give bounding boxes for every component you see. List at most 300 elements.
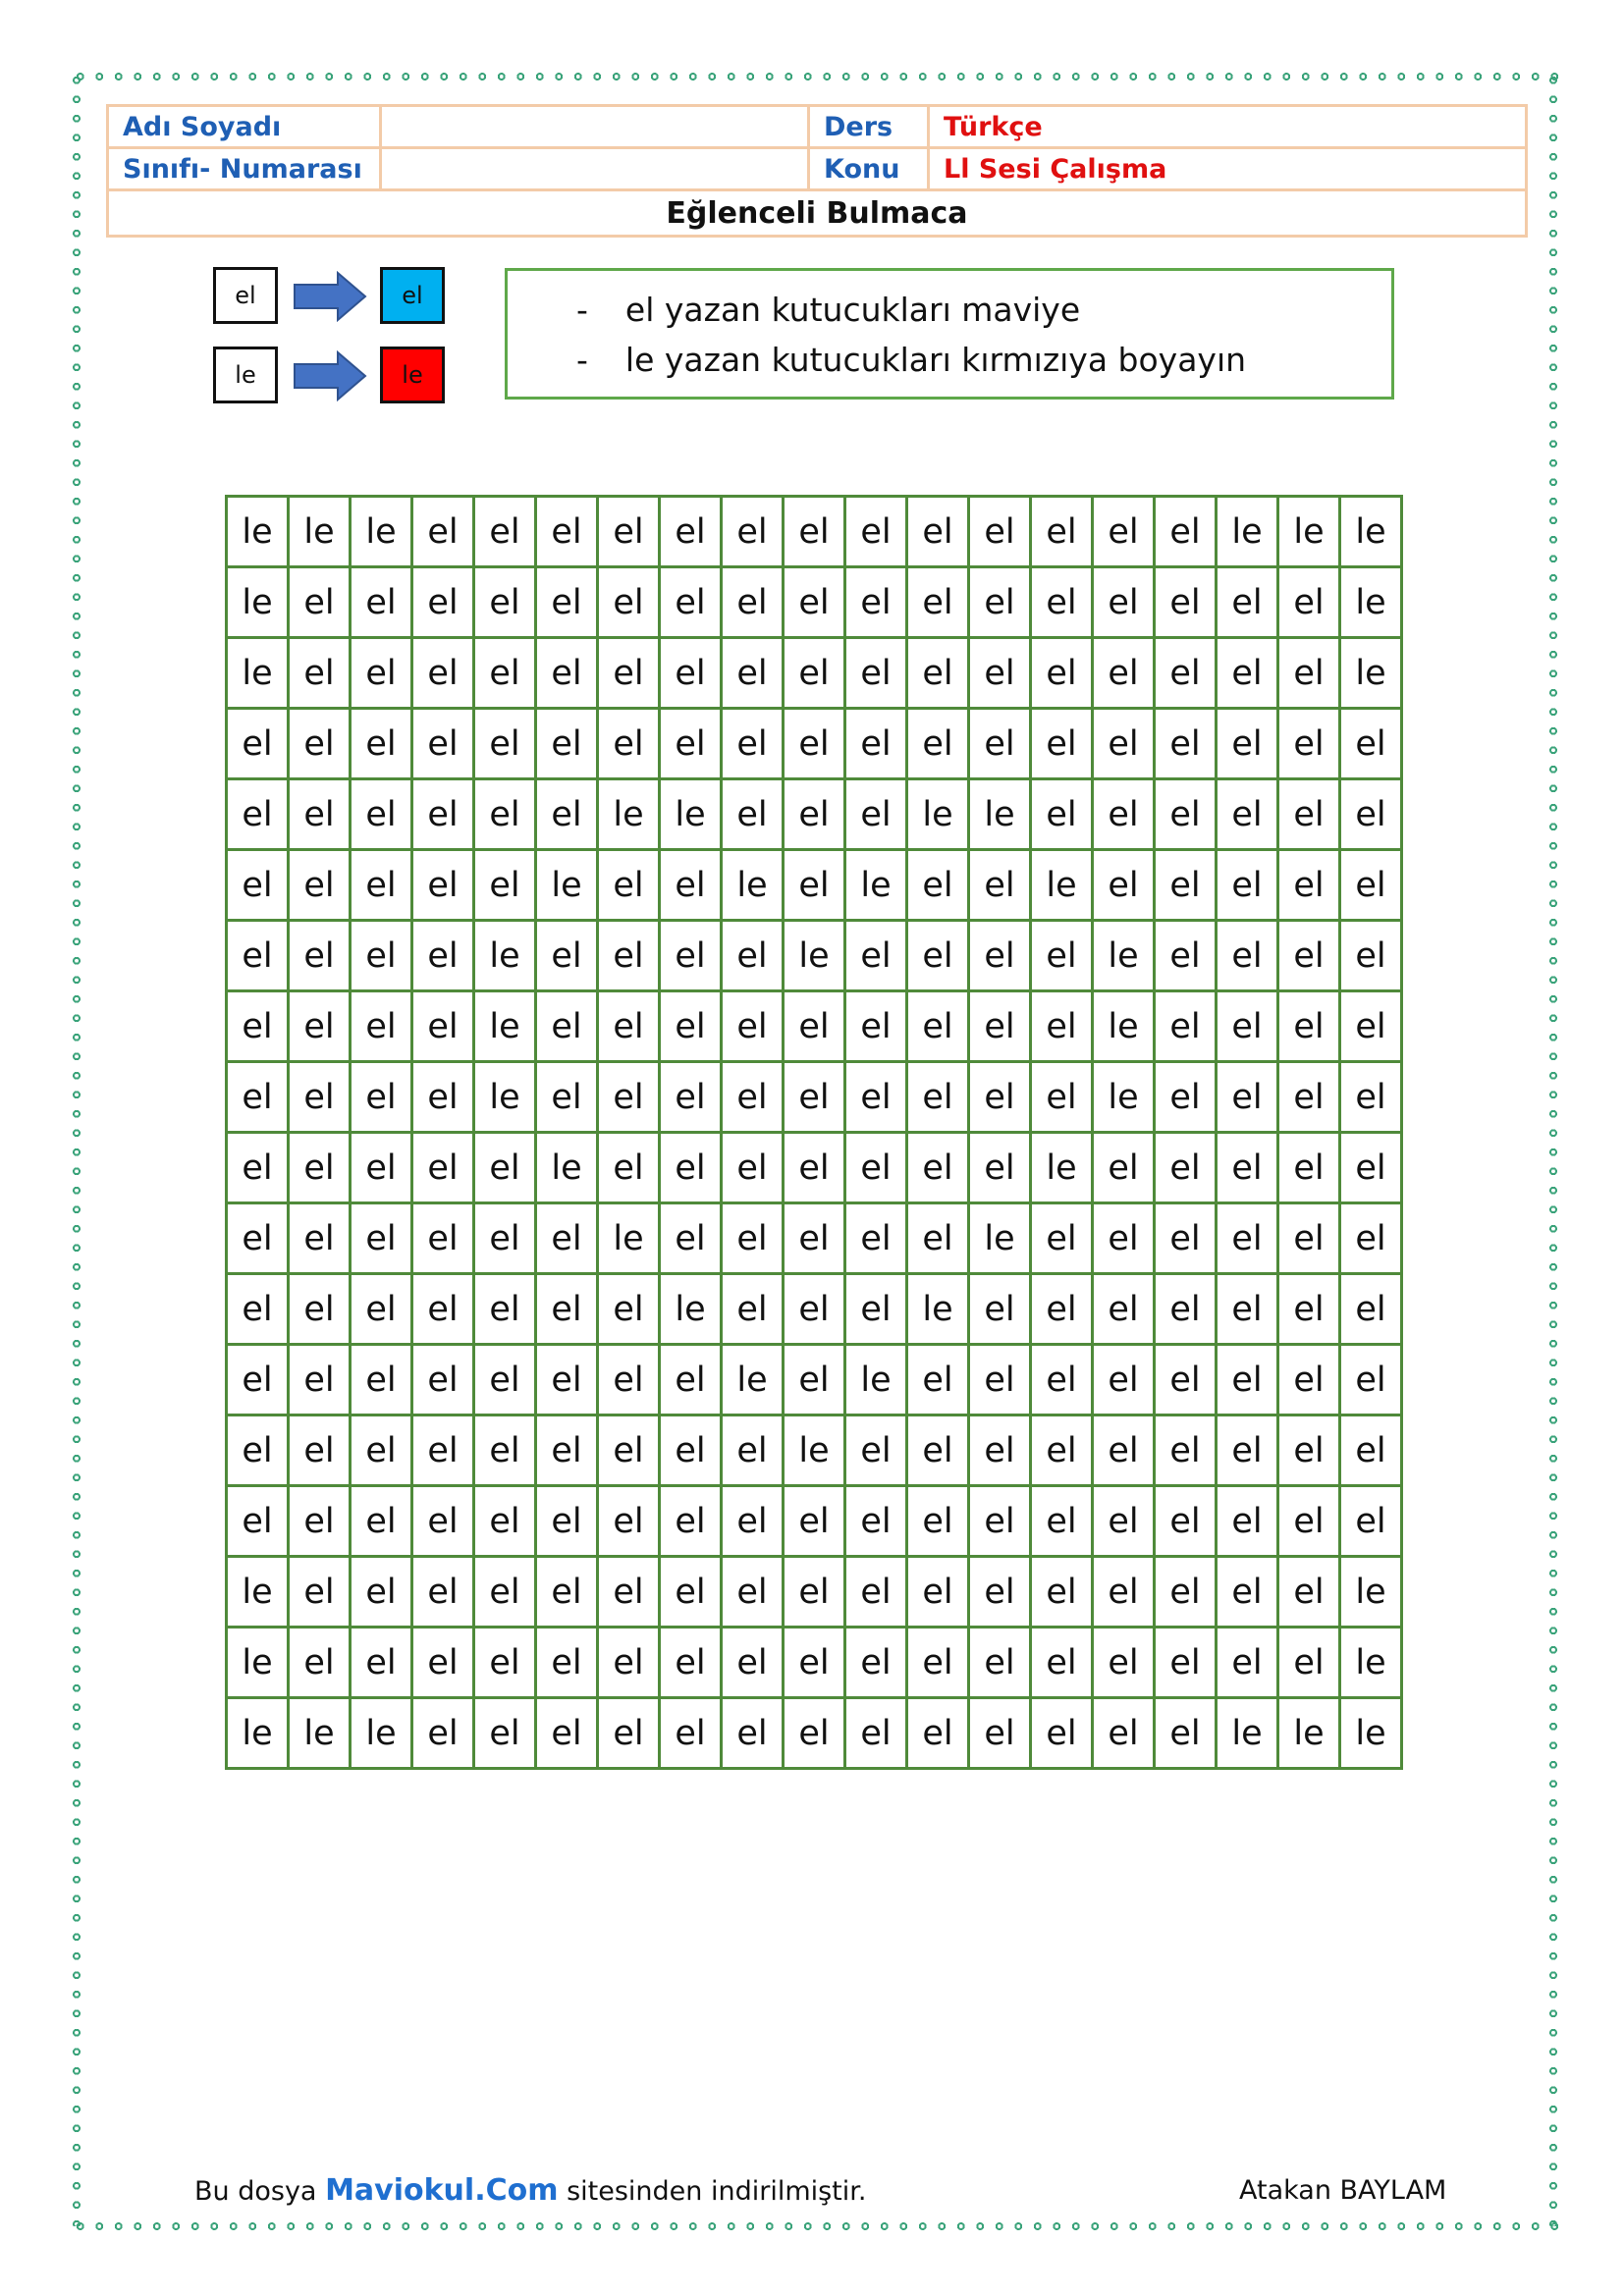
grid-cell[interactable]: el [969,1557,1031,1628]
grid-cell[interactable]: le [1278,497,1340,567]
grid-cell[interactable]: le [845,1345,907,1415]
grid-cell[interactable]: le [1217,1698,1278,1769]
grid-cell[interactable]: le [907,779,969,850]
grid-cell[interactable]: el [722,1486,784,1557]
grid-cell[interactable]: el [474,1203,536,1274]
grid-cell[interactable]: el [289,567,351,638]
grid-cell[interactable]: el [474,709,536,779]
grid-cell[interactable]: el [536,1486,598,1557]
grid-cell[interactable]: el [784,1062,845,1133]
grid-cell[interactable]: el [351,1345,412,1415]
grid-cell[interactable]: le [1340,497,1402,567]
grid-cell[interactable]: el [598,1274,660,1345]
grid-cell[interactable]: el [784,709,845,779]
grid-cell[interactable]: el [660,497,722,567]
grid-cell[interactable]: el [1278,921,1340,991]
grid-cell[interactable]: el [1031,1628,1093,1698]
grid-cell[interactable]: el [907,1557,969,1628]
grid-cell[interactable]: el [784,991,845,1062]
grid-cell[interactable]: el [474,1133,536,1203]
grid-cell[interactable]: el [1217,921,1278,991]
grid-cell[interactable]: el [536,1345,598,1415]
grid-cell[interactable]: el [536,921,598,991]
grid-cell[interactable]: el [784,1628,845,1698]
grid-cell[interactable]: el [474,497,536,567]
grid-cell[interactable]: le [474,1062,536,1133]
footer-brand-link[interactable]: Maviokul.Com [325,2173,559,2208]
grid-cell[interactable]: el [722,1203,784,1274]
grid-cell[interactable]: el [1093,1203,1155,1274]
grid-cell[interactable]: el [660,709,722,779]
grid-cell[interactable]: el [1278,638,1340,709]
grid-cell[interactable]: el [1155,850,1217,921]
grid-cell[interactable]: el [1278,567,1340,638]
grid-cell[interactable]: el [784,850,845,921]
grid-cell[interactable]: el [845,779,907,850]
grid-cell[interactable]: el [1217,1203,1278,1274]
grid-cell[interactable]: el [907,1133,969,1203]
grid-cell[interactable]: le [227,638,289,709]
grid-cell[interactable]: el [1155,1133,1217,1203]
grid-cell[interactable]: el [1031,1062,1093,1133]
grid-cell[interactable]: el [722,1698,784,1769]
grid-cell[interactable]: el [907,1486,969,1557]
grid-cell[interactable]: el [969,991,1031,1062]
grid-cell[interactable]: el [289,1133,351,1203]
class-field[interactable] [382,149,810,188]
grid-cell[interactable]: el [660,850,722,921]
grid-cell[interactable]: el [1031,1698,1093,1769]
grid-cell[interactable]: el [598,1557,660,1628]
grid-cell[interactable]: el [660,1486,722,1557]
grid-cell[interactable]: el [351,921,412,991]
grid-cell[interactable]: le [598,1203,660,1274]
grid-cell[interactable]: le [1340,1698,1402,1769]
grid-cell[interactable]: el [289,1557,351,1628]
grid-cell[interactable]: el [289,991,351,1062]
grid-cell[interactable]: el [227,1133,289,1203]
grid-cell[interactable]: el [969,1133,1031,1203]
grid-cell[interactable]: el [1031,638,1093,709]
grid-cell[interactable]: el [722,638,784,709]
grid-cell[interactable]: el [412,497,474,567]
grid-cell[interactable]: el [598,638,660,709]
grid-cell[interactable]: el [598,850,660,921]
grid-cell[interactable]: el [784,1203,845,1274]
grid-cell[interactable]: el [1217,567,1278,638]
grid-cell[interactable]: el [1031,1415,1093,1486]
grid-cell[interactable]: el [289,1486,351,1557]
grid-cell[interactable]: el [1278,1203,1340,1274]
grid-cell[interactable]: el [351,1062,412,1133]
grid-cell[interactable]: el [722,1133,784,1203]
grid-cell[interactable]: el [536,1628,598,1698]
grid-cell[interactable]: el [907,991,969,1062]
grid-cell[interactable]: el [660,567,722,638]
grid-cell[interactable]: el [660,1557,722,1628]
grid-cell[interactable]: el [1155,1062,1217,1133]
grid-cell[interactable]: el [1155,779,1217,850]
grid-cell[interactable]: el [722,1415,784,1486]
grid-cell[interactable]: el [227,1062,289,1133]
grid-cell[interactable]: el [722,779,784,850]
grid-cell[interactable]: el [536,1062,598,1133]
grid-cell[interactable]: le [1093,1062,1155,1133]
grid-cell[interactable]: el [536,1698,598,1769]
grid-cell[interactable]: el [227,921,289,991]
grid-cell[interactable]: el [1093,638,1155,709]
grid-cell[interactable]: el [907,1415,969,1486]
grid-cell[interactable]: el [1217,1557,1278,1628]
grid-cell[interactable]: el [474,1486,536,1557]
grid-cell[interactable]: el [1031,497,1093,567]
grid-cell[interactable]: el [536,779,598,850]
grid-cell[interactable]: el [969,567,1031,638]
grid-cell[interactable]: le [351,1698,412,1769]
grid-cell[interactable]: el [845,1557,907,1628]
grid-cell[interactable]: el [1031,1345,1093,1415]
grid-cell[interactable]: el [474,850,536,921]
grid-cell[interactable]: el [1093,850,1155,921]
grid-cell[interactable]: el [660,921,722,991]
grid-cell[interactable]: el [536,497,598,567]
grid-cell[interactable]: el [227,1274,289,1345]
grid-cell[interactable]: el [289,1203,351,1274]
grid-cell[interactable]: el [598,1062,660,1133]
grid-cell[interactable]: el [474,567,536,638]
grid-cell[interactable]: el [289,779,351,850]
grid-cell[interactable]: el [660,1698,722,1769]
grid-cell[interactable]: el [412,1203,474,1274]
grid-cell[interactable]: el [289,1274,351,1345]
grid-cell[interactable]: el [660,1345,722,1415]
grid-cell[interactable]: el [1093,709,1155,779]
grid-cell[interactable]: el [1031,709,1093,779]
grid-cell[interactable]: el [536,991,598,1062]
grid-cell[interactable]: el [598,709,660,779]
grid-cell[interactable]: el [351,779,412,850]
grid-cell[interactable]: el [784,1486,845,1557]
grid-cell[interactable]: el [722,921,784,991]
grid-cell[interactable]: el [1278,1557,1340,1628]
grid-cell[interactable]: le [1031,850,1093,921]
grid-cell[interactable]: el [227,1486,289,1557]
grid-cell[interactable]: el [412,567,474,638]
grid-cell[interactable]: el [1278,1628,1340,1698]
grid-cell[interactable]: el [845,497,907,567]
grid-cell[interactable]: el [1340,1203,1402,1274]
grid-cell[interactable]: el [412,1274,474,1345]
grid-cell[interactable]: le [1340,567,1402,638]
grid-cell[interactable]: el [598,1415,660,1486]
grid-cell[interactable]: el [412,991,474,1062]
grid-cell[interactable]: el [1093,1345,1155,1415]
grid-cell[interactable]: el [722,1062,784,1133]
grid-cell[interactable]: el [351,1203,412,1274]
grid-cell[interactable]: el [1340,709,1402,779]
grid-cell[interactable]: el [1217,1133,1278,1203]
grid-cell[interactable]: el [412,638,474,709]
grid-cell[interactable]: el [907,567,969,638]
grid-cell[interactable]: el [907,1628,969,1698]
grid-cell[interactable]: el [1217,709,1278,779]
grid-cell[interactable]: le [969,779,1031,850]
grid-cell[interactable]: el [1217,779,1278,850]
grid-cell[interactable]: el [412,1062,474,1133]
grid-cell[interactable]: le [227,497,289,567]
grid-cell[interactable]: el [722,497,784,567]
grid-cell[interactable]: el [845,1133,907,1203]
grid-cell[interactable]: el [536,1274,598,1345]
grid-cell[interactable]: el [784,567,845,638]
grid-cell[interactable]: el [969,709,1031,779]
grid-cell[interactable]: el [1217,1274,1278,1345]
grid-cell[interactable]: el [969,497,1031,567]
grid-cell[interactable]: el [1278,1133,1340,1203]
grid-cell[interactable]: el [351,709,412,779]
grid-cell[interactable]: el [1217,1345,1278,1415]
grid-cell[interactable]: el [1340,1415,1402,1486]
grid-cell[interactable]: el [351,638,412,709]
grid-cell[interactable]: el [598,991,660,1062]
grid-cell[interactable]: el [660,1415,722,1486]
grid-cell[interactable]: el [784,1698,845,1769]
grid-cell[interactable]: el [1155,1628,1217,1698]
grid-cell[interactable]: el [1278,1415,1340,1486]
grid-cell[interactable]: el [536,638,598,709]
grid-cell[interactable]: el [351,991,412,1062]
grid-cell[interactable]: el [1217,1486,1278,1557]
grid-cell[interactable]: el [1155,638,1217,709]
grid-cell[interactable]: el [1217,1628,1278,1698]
grid-cell[interactable]: el [227,1203,289,1274]
grid-cell[interactable]: el [907,1345,969,1415]
grid-cell[interactable]: el [289,1062,351,1133]
grid-cell[interactable]: le [227,567,289,638]
grid-cell[interactable]: le [474,921,536,991]
grid-cell[interactable]: el [845,1628,907,1698]
grid-cell[interactable]: el [845,921,907,991]
grid-cell[interactable]: el [1340,1274,1402,1345]
grid-cell[interactable]: el [412,709,474,779]
grid-cell[interactable]: el [1340,779,1402,850]
grid-cell[interactable]: el [598,1486,660,1557]
grid-cell[interactable]: el [474,1415,536,1486]
grid-cell[interactable]: el [1217,1062,1278,1133]
grid-cell[interactable]: le [1031,1133,1093,1203]
grid-cell[interactable]: el [1155,991,1217,1062]
grid-cell[interactable]: el [412,921,474,991]
grid-cell[interactable]: el [1155,709,1217,779]
grid-cell[interactable]: el [474,1345,536,1415]
grid-cell[interactable]: el [660,638,722,709]
grid-cell[interactable]: le [1340,1628,1402,1698]
grid-cell[interactable]: el [722,991,784,1062]
grid-cell[interactable]: el [351,1486,412,1557]
grid-cell[interactable]: el [784,779,845,850]
grid-cell[interactable]: el [227,709,289,779]
grid-cell[interactable]: el [784,497,845,567]
grid-cell[interactable]: el [845,1486,907,1557]
grid-cell[interactable]: el [1031,1486,1093,1557]
grid-cell[interactable]: el [1155,1274,1217,1345]
grid-cell[interactable]: el [845,1274,907,1345]
grid-cell[interactable]: el [1031,921,1093,991]
grid-cell[interactable]: el [1217,850,1278,921]
grid-cell[interactable]: el [722,1274,784,1345]
grid-cell[interactable]: el [351,1415,412,1486]
grid-cell[interactable]: el [907,709,969,779]
grid-cell[interactable]: el [412,1628,474,1698]
grid-cell[interactable]: el [722,709,784,779]
grid-cell[interactable]: el [1031,567,1093,638]
grid-cell[interactable]: le [907,1274,969,1345]
grid-cell[interactable]: el [1217,638,1278,709]
grid-cell[interactable]: el [969,638,1031,709]
grid-cell[interactable]: el [969,1345,1031,1415]
grid-cell[interactable]: el [412,1133,474,1203]
grid-cell[interactable]: el [289,921,351,991]
grid-cell[interactable]: el [969,1062,1031,1133]
grid-cell[interactable]: el [412,1415,474,1486]
grid-cell[interactable]: el [351,850,412,921]
grid-cell[interactable]: el [289,709,351,779]
grid-cell[interactable]: el [598,497,660,567]
grid-cell[interactable]: el [598,567,660,638]
grid-cell[interactable]: el [536,567,598,638]
grid-cell[interactable]: el [289,1628,351,1698]
grid-cell[interactable]: el [1278,1486,1340,1557]
grid-cell[interactable]: el [1093,1698,1155,1769]
grid-cell[interactable]: el [351,1274,412,1345]
grid-cell[interactable]: el [845,991,907,1062]
grid-cell[interactable]: el [412,779,474,850]
grid-cell[interactable]: le [660,1274,722,1345]
grid-cell[interactable]: el [598,1345,660,1415]
grid-cell[interactable]: el [598,1698,660,1769]
grid-cell[interactable]: le [1340,638,1402,709]
grid-cell[interactable]: le [227,1698,289,1769]
grid-cell[interactable]: el [969,1274,1031,1345]
grid-cell[interactable]: el [351,1133,412,1203]
grid-cell[interactable]: el [1278,709,1340,779]
grid-cell[interactable]: el [289,1345,351,1415]
grid-cell[interactable]: el [907,638,969,709]
grid-cell[interactable]: le [351,497,412,567]
grid-cell[interactable]: el [412,1698,474,1769]
grid-cell[interactable]: el [227,779,289,850]
grid-cell[interactable]: el [1031,991,1093,1062]
grid-cell[interactable]: el [722,1628,784,1698]
grid-cell[interactable]: el [1340,991,1402,1062]
grid-cell[interactable]: el [1031,1203,1093,1274]
grid-cell[interactable]: el [1340,850,1402,921]
grid-cell[interactable]: el [1155,1486,1217,1557]
grid-cell[interactable]: el [1278,779,1340,850]
grid-cell[interactable]: el [227,1345,289,1415]
grid-cell[interactable]: le [289,497,351,567]
grid-cell[interactable]: el [351,1628,412,1698]
grid-cell[interactable]: el [1093,1274,1155,1345]
grid-cell[interactable]: le [784,921,845,991]
grid-cell[interactable]: el [969,1628,1031,1698]
grid-cell[interactable]: el [1031,1274,1093,1345]
grid-cell[interactable]: el [1278,850,1340,921]
grid-cell[interactable]: el [660,1628,722,1698]
grid-cell[interactable]: el [845,709,907,779]
grid-cell[interactable]: el [1093,1133,1155,1203]
grid-cell[interactable]: el [1155,1415,1217,1486]
grid-cell[interactable]: le [1278,1698,1340,1769]
grid-cell[interactable]: el [907,497,969,567]
grid-cell[interactable]: el [351,567,412,638]
grid-cell[interactable]: el [289,850,351,921]
grid-cell[interactable]: el [474,1698,536,1769]
grid-cell[interactable]: el [1217,991,1278,1062]
grid-cell[interactable]: el [598,1133,660,1203]
grid-cell[interactable]: le [1093,921,1155,991]
grid-cell[interactable]: le [289,1698,351,1769]
grid-cell[interactable]: le [474,991,536,1062]
grid-cell[interactable]: el [536,1415,598,1486]
grid-cell[interactable]: el [907,1698,969,1769]
grid-cell[interactable]: el [660,991,722,1062]
grid-cell[interactable]: el [1340,1062,1402,1133]
grid-cell[interactable]: el [1278,1345,1340,1415]
grid-cell[interactable]: el [1340,1486,1402,1557]
grid-cell[interactable]: el [1278,991,1340,1062]
grid-cell[interactable]: el [845,1415,907,1486]
grid-cell[interactable]: el [1340,1345,1402,1415]
grid-cell[interactable]: el [1340,921,1402,991]
grid-cell[interactable]: el [227,850,289,921]
grid-cell[interactable]: el [474,1274,536,1345]
grid-cell[interactable]: el [1155,1345,1217,1415]
grid-cell[interactable]: el [1217,1415,1278,1486]
grid-cell[interactable]: le [227,1628,289,1698]
grid-cell[interactable]: el [969,1415,1031,1486]
grid-cell[interactable]: el [1155,921,1217,991]
grid-cell[interactable]: el [412,850,474,921]
grid-cell[interactable]: le [1217,497,1278,567]
grid-cell[interactable]: le [660,779,722,850]
grid-cell[interactable]: el [660,1133,722,1203]
grid-cell[interactable]: el [784,1345,845,1415]
grid-cell[interactable]: el [536,1557,598,1628]
grid-cell[interactable]: le [784,1415,845,1486]
grid-cell[interactable]: el [1031,779,1093,850]
grid-cell[interactable]: le [536,850,598,921]
grid-cell[interactable]: el [1093,1486,1155,1557]
grid-cell[interactable]: le [227,1557,289,1628]
grid-cell[interactable]: el [784,638,845,709]
grid-cell[interactable]: le [598,779,660,850]
grid-cell[interactable]: el [1093,497,1155,567]
grid-cell[interactable]: el [474,779,536,850]
grid-cell[interactable]: el [722,567,784,638]
grid-cell[interactable]: el [1278,1062,1340,1133]
grid-cell[interactable]: el [907,850,969,921]
grid-cell[interactable]: el [474,1557,536,1628]
grid-cell[interactable]: el [845,567,907,638]
grid-cell[interactable]: le [1093,991,1155,1062]
grid-cell[interactable]: el [660,1203,722,1274]
grid-cell[interactable]: el [722,1557,784,1628]
grid-cell[interactable]: el [969,921,1031,991]
grid-cell[interactable]: el [474,1628,536,1698]
grid-cell[interactable]: el [598,921,660,991]
grid-cell[interactable]: le [845,850,907,921]
